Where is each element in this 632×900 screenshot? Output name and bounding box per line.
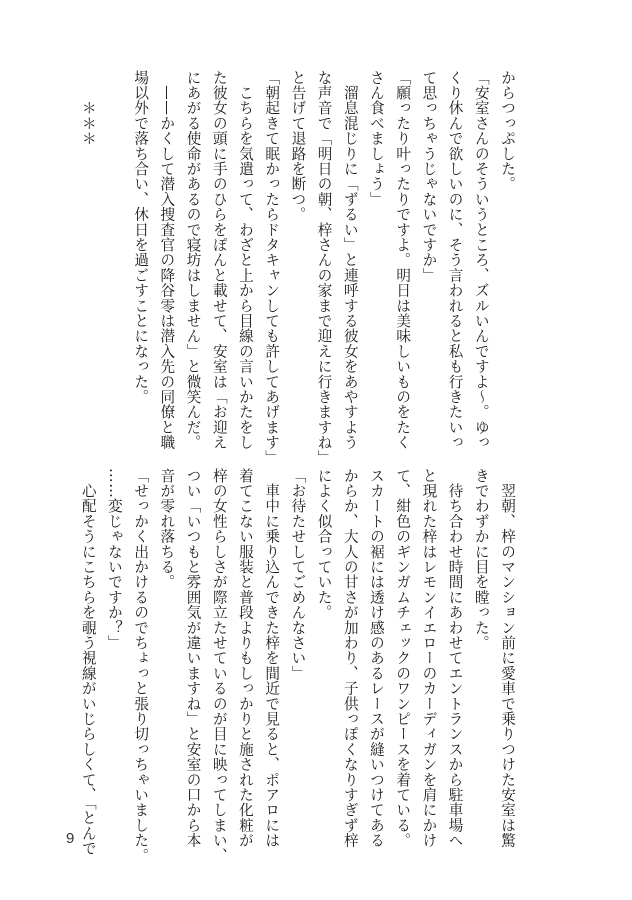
lower-text-line: 「お待たせしてごめんなさい」 <box>289 468 307 681</box>
lower-text-line: 待ち合わせ時間にあわせてエントランスから駐車場へ <box>446 468 464 848</box>
upper-text-line <box>101 70 127 432</box>
lower-text-line: 「せっかく出かけるのでちょっと張り切っちゃいました。 <box>132 468 150 864</box>
upper-text-line: ——かくして潜入捜査官の降谷零は潜入先の同僚と職 <box>158 70 176 450</box>
upper-text-line: と告げて退路を断つ。 <box>289 70 307 222</box>
upper-text-line: ＊＊＊ <box>79 70 97 146</box>
page-number: 9 <box>66 830 75 847</box>
lower-text-line: と現れた梓はレモンイエローのカーディガンを肩にかけ <box>420 468 438 848</box>
lower-text-line: 車中に乗り込んできた梓を間近で見ると、ポアロには <box>263 468 281 848</box>
upper-text-line: こちらを気遣って、わざと上から目線の言いかたをし <box>236 70 254 450</box>
upper-text-line: 場以外で落ち合い、休日を過ごすことになった。 <box>132 70 150 405</box>
lower-text-line: 梓の女性らしさが際立たせているのが目に映ってしまい、 <box>210 468 228 864</box>
upper-text-line: て思っちゃうじゃないですか」 <box>420 70 438 283</box>
upper-text-line: な声音で「明日の朝、梓さんの家まで迎えに行きますね」 <box>315 70 333 466</box>
lower-text-line: きでわずかに目を瞠った。 <box>472 468 490 651</box>
lower-text-line: 着てこない服装と普段よりもしっかりと施された化粧が <box>236 468 254 848</box>
lower-text-line: 心配そうにこちらを覗う視線がいじらしくて、「とんで <box>79 468 97 856</box>
upper-text-line: 「朝起きて眠かったらドタキャンしても許してあげます」 <box>263 70 281 466</box>
lower-text-line: 翌朝、梓のマンション前に愛車で乗りつけた安室は驚 <box>499 468 516 848</box>
upper-text-line: た彼女の頭に手のひらをぽんと載せて、安室は「お迎え <box>210 70 228 450</box>
lower-text-line: によく似合っていた。 <box>315 468 333 620</box>
upper-text-line: さん食べましょう」 <box>367 70 385 207</box>
upper-text-line: くり休んで欲しいのに、そう言われると私も行きたいっ <box>446 70 464 450</box>
lower-text-line: からか、大人の甘さが加わり、子供っぽくなりすぎず梓 <box>341 468 359 848</box>
upper-text-line: からつっぷした。 <box>499 70 516 192</box>
upper-text-line: 溜息混じりに「ずるい」と連呼する彼女をあやすよう <box>341 70 359 450</box>
lower-text-line: 音が零れ落ちる。 <box>158 468 176 590</box>
upper-text-line: 「安室さんのそういうところ、ズルいんですよ〜。ゆっ <box>472 70 490 450</box>
lower-text-line: つい「いつもと雰囲気が違いますね」と安室の口から本 <box>184 468 202 848</box>
lower-text-line: ……変じゃないですか？」 <box>105 468 123 651</box>
upper-text-line: 「願ったり叶ったりですよ。明日は美味しいものをたく <box>394 70 412 450</box>
lower-text-block <box>75 468 520 864</box>
upper-text-line: にあがる使命があるので寝坊はしません」と微笑んだ。 <box>184 70 202 450</box>
lower-text-line: スカートの裾には透け感のあるレースが縫いつけてある <box>367 468 385 848</box>
upper-text-block <box>75 70 520 466</box>
lower-text-line: て、紺色のギンガムチェックのワンピースを着ている。 <box>394 468 412 848</box>
